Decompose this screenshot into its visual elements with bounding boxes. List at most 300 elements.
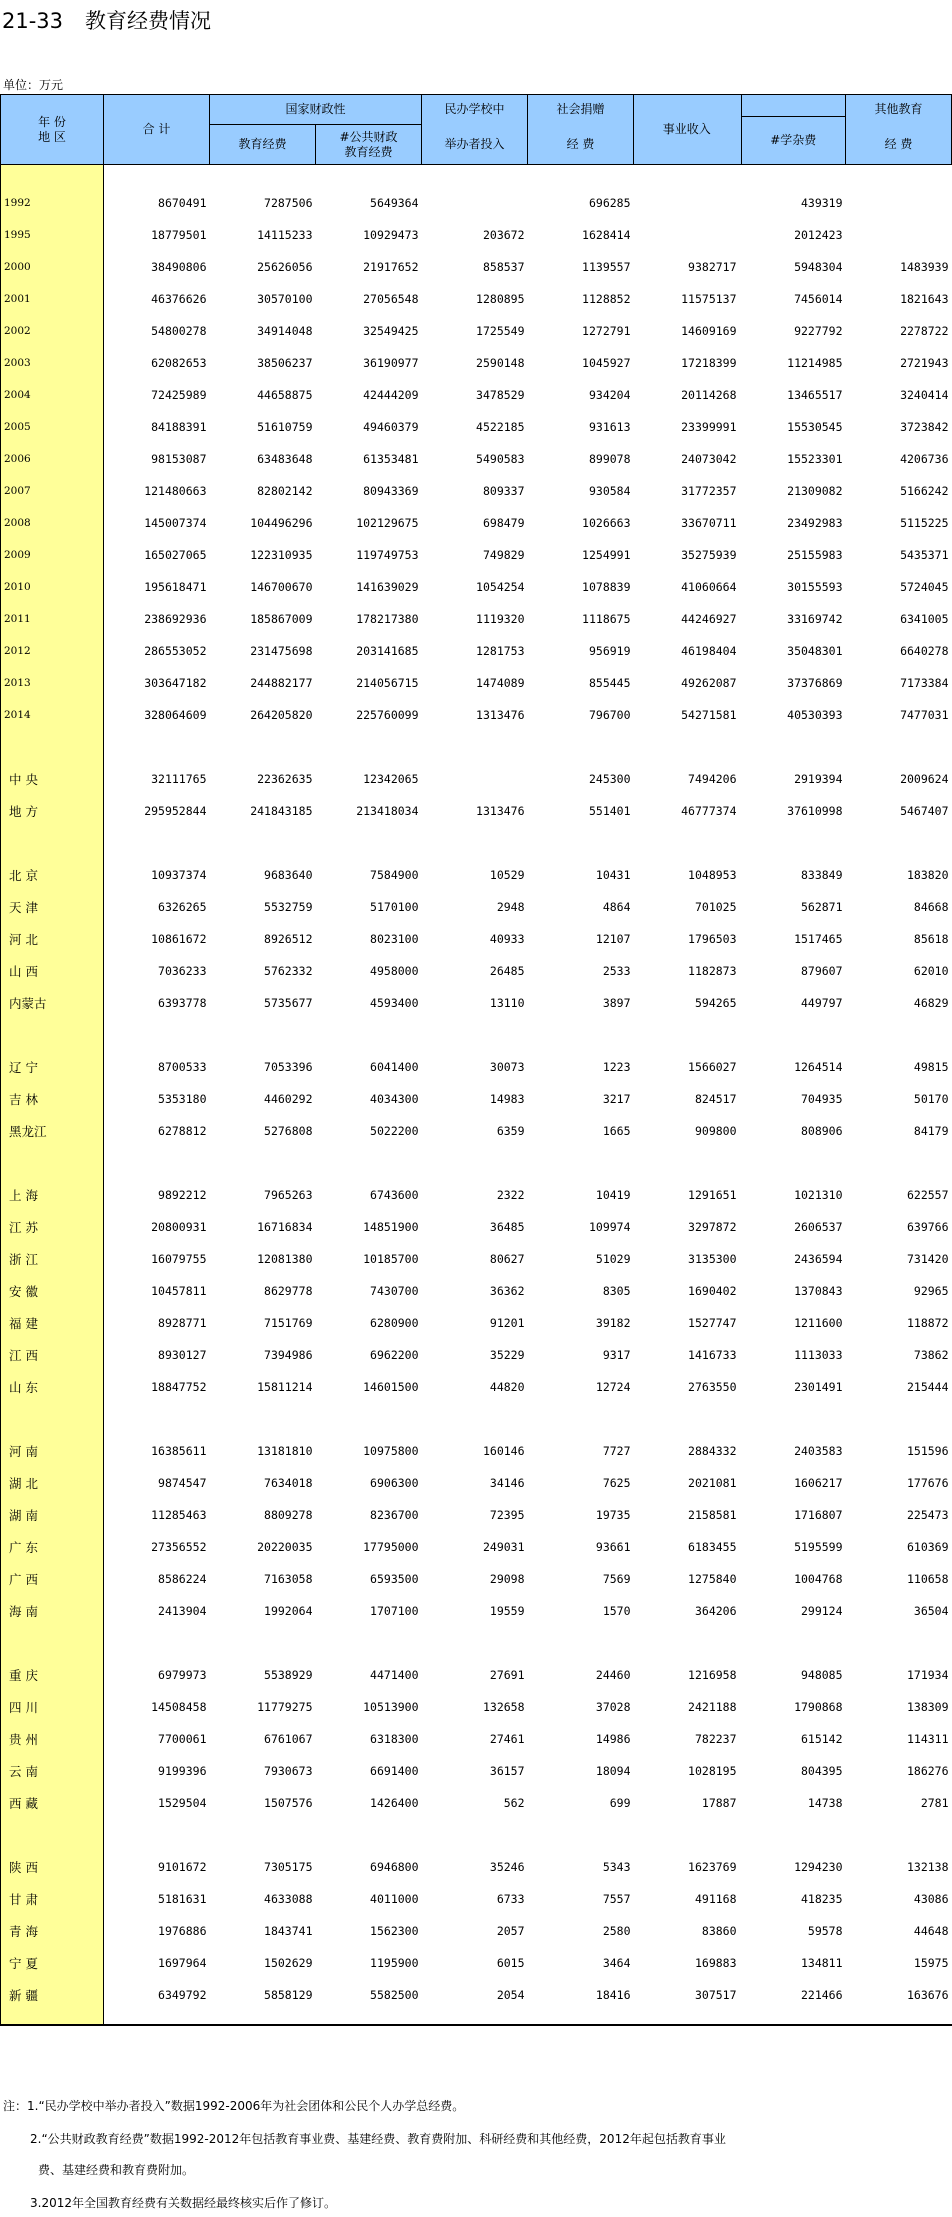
cell-private-invest: 36485 [489,1219,525,1234]
row-label: 2006 [1,443,104,475]
cell-private-invest: 27461 [489,1731,525,1746]
cell-donation: 4864 [602,899,631,914]
cell-gov-edu: 38506237 [257,355,313,370]
cell-public-edu: 49460379 [363,419,419,434]
cell-total: 16385611 [151,1443,207,1458]
cell-gov-edu: 14115233 [257,227,313,242]
cell-tuition: 7456014 [794,291,843,306]
cell-private-invest: 10529 [489,867,525,882]
cell-other: 2009624 [900,771,949,786]
row-label: 2009 [1,539,104,571]
page-title [2,5,211,35]
cell-tuition: 449797 [800,995,843,1010]
row-label: 地 方 [1,795,104,827]
cell-career: 1275840 [688,1571,737,1586]
row-label: 浙 江 [1,1243,104,1275]
cell-gov-edu: 1502629 [264,1955,313,1970]
cell-tuition: 21309082 [787,483,843,498]
cell-total: 5353180 [158,1091,207,1106]
cell-tuition: 1370843 [794,1283,843,1298]
cell-total: 121480663 [144,483,207,498]
cell-public-edu: 21917652 [363,259,419,274]
row-label: 山 东 [1,1371,104,1403]
cell-private-invest: 132658 [482,1699,525,1714]
cell-other: 177676 [906,1475,949,1490]
cell-gov-edu: 5735677 [264,995,313,1010]
cell-total: 10937374 [151,867,207,882]
cell-other: 5115225 [900,515,949,530]
cell-tuition: 13465517 [787,387,843,402]
cell-gov-edu: 6761067 [264,1731,313,1746]
cell-total: 8670491 [158,195,207,210]
cell-total: 9892212 [158,1187,207,1202]
cell-tuition: 1606217 [794,1475,843,1490]
cell-gov-edu: 4460292 [264,1091,313,1106]
cell-tuition: 704935 [800,1091,843,1106]
cell-career [634,187,740,219]
cell-gov-edu: 7163058 [264,1571,313,1586]
cell-tuition: 15523301 [787,451,843,466]
cell-total: 18847752 [151,1379,207,1394]
cell-other: 36504 [913,1603,949,1618]
cell-public-edu: 203141685 [356,643,419,658]
cell-career: 1028195 [688,1763,737,1778]
row-label: 河 南 [1,1435,104,1467]
cell-gov-edu: 12081380 [257,1251,313,1266]
cell-total: 1697964 [158,1955,207,1970]
row-label: 宁 夏 [1,1947,104,1979]
row-label: 2012 [1,635,104,667]
table-row [1,1659,952,1691]
table-row [1,795,952,827]
row-label: 山 西 [1,955,104,987]
cell-other: 118872 [906,1315,949,1330]
cell-tuition: 804395 [800,1763,843,1778]
cell-donation: 931613 [588,419,631,434]
cell-other: 6341005 [900,611,949,626]
note-3: 3.2012年全国教育经费有关数据经最终核实后作了修订。 [30,2196,336,2210]
cell-other: 49815 [913,1059,949,1074]
cell-donation: 1118675 [582,611,631,626]
cell-donation: 19735 [595,1507,631,1522]
cell-tuition: 1004768 [794,1571,843,1586]
cell-other: 84668 [913,899,949,914]
cell-public-edu: 102129675 [356,515,419,530]
cell-public-edu: 10975800 [363,1443,419,1458]
cell-donation: 696285 [588,195,631,210]
row-label: 黑龙江 [1,1115,104,1147]
cell-other: 110658 [906,1571,949,1586]
cell-donation: 796700 [588,707,631,722]
cell-private-invest: 2322 [496,1187,525,1202]
cell-tuition: 808906 [800,1123,843,1138]
cell-private-invest: 26485 [489,963,525,978]
spacer-row [1,165,952,187]
cell-public-edu: 213418034 [356,803,419,818]
cell-public-edu: 4958000 [370,963,419,978]
cell-total: 10861672 [151,931,207,946]
label-cell-blank [1,1403,104,1435]
row-label: 吉 林 [1,1083,104,1115]
cell-public-edu: 12342065 [363,771,419,786]
cell-private-invest: 6359 [496,1123,525,1138]
unit-label: 单位：万元 [3,78,64,92]
row-label: 天 津 [1,891,104,923]
table-row [1,475,952,507]
cell-career: 31772357 [681,483,737,498]
cell-public-edu: 1707100 [370,1603,419,1618]
cell-public-edu: 42444209 [363,387,419,402]
row-label: 2007 [1,475,104,507]
cell-career: 307517 [694,1987,737,2002]
cell-career: 701025 [694,899,737,914]
cell-other: 132138 [906,1859,949,1874]
cell-career: 2158581 [688,1507,737,1522]
cell-private-invest: 6015 [496,1955,525,1970]
cell-public-edu: 178217380 [356,611,419,626]
cell-private-invest: 1119320 [476,611,525,626]
cell-tuition: 1113033 [794,1347,843,1362]
header-region [1,95,104,165]
cell-tuition: 37610998 [787,803,843,818]
table-title: 教育经费情况 [85,9,212,33]
cell-total: 145007374 [144,515,207,530]
cell-gov-edu: 30570100 [257,291,313,306]
cell-career [634,219,740,251]
cell-public-edu: 6743600 [370,1187,419,1202]
cell-gov-edu: 5762332 [264,963,313,978]
cell-donation: 93661 [595,1539,631,1554]
cell-public-edu: 6906300 [370,1475,419,1490]
cell-tuition: 1790868 [794,1699,843,1714]
table-row [1,1691,952,1723]
cell-tuition: 37376869 [787,675,843,690]
cell-gov-edu: 9683640 [264,867,313,882]
cell-total: 14508458 [151,1699,207,1714]
cell-other: 138309 [906,1699,949,1714]
cell-donation: 7625 [602,1475,631,1490]
cell-donation: 12724 [595,1379,631,1394]
row-label: 2010 [1,571,104,603]
table-row [1,955,952,987]
cell-public-edu: 7430700 [370,1283,419,1298]
cell-career: 1527747 [688,1315,737,1330]
cell-gov-edu: 146700670 [250,579,313,594]
cell-gov-edu: 8629778 [264,1283,313,1298]
cell-donation: 8305 [602,1283,631,1298]
cell-career: 364206 [694,1603,737,1618]
cell-total: 38490806 [151,259,207,274]
cell-total: 8930127 [158,1347,207,1362]
row-label: 上 海 [1,1179,104,1211]
table-row [1,1467,952,1499]
cell-public-edu: 14851900 [363,1219,419,1234]
cell-other: 43086 [913,1891,949,1906]
cell-gov-edu: 13181810 [257,1443,313,1458]
header-other: 经 费 [846,125,952,165]
cell-total: 9874547 [158,1475,207,1490]
cell-other: 84179 [913,1123,949,1138]
row-label: 安 徽 [1,1275,104,1307]
cell-private-invest: 2057 [496,1923,525,1938]
cell-tuition: 833849 [800,867,843,882]
cell-other: 639766 [906,1219,949,1234]
cell-private-invest: 35246 [489,1859,525,1874]
cell-other: 622557 [906,1187,949,1202]
cell-gov-edu: 63483648 [257,451,313,466]
header-private-group: 民办学校中 [422,95,528,125]
table-row [1,443,952,475]
cell-tuition: 1294230 [794,1859,843,1874]
table-row [1,539,952,571]
cell-gov-edu: 7965263 [264,1187,313,1202]
cell-donation: 1026663 [582,515,631,530]
cell-other: 92965 [913,1283,949,1298]
cell-career: 35275939 [681,547,737,562]
cell-private-invest: 1281753 [476,643,525,658]
cell-tuition: 59578 [807,1923,843,1938]
cell-donation: 14986 [595,1731,631,1746]
cell-donation: 3897 [602,995,631,1010]
cell-total: 1976886 [158,1923,207,1938]
cell-donation: 1254991 [582,547,631,562]
table-row [1,507,952,539]
cell-tuition: 1716807 [794,1507,843,1522]
table-row [1,251,952,283]
cell-public-edu: 4034300 [370,1091,419,1106]
cell-other: 7477031 [900,707,949,722]
row-label: 福 建 [1,1307,104,1339]
cell-total: 18779501 [151,227,207,242]
cell-gov-edu: 5538929 [264,1667,313,1682]
cell-career: 54271581 [681,707,737,722]
cell-total: 6349792 [158,1987,207,2002]
row-label: 江 西 [1,1339,104,1371]
spacer-row [1,1819,952,1851]
cell-private-invest: 29098 [489,1571,525,1586]
cell-career: 1796503 [688,931,737,946]
cell-other: 3723842 [900,419,949,434]
header-region-area: 地 区 [38,129,66,144]
cell-career: 49262087 [681,675,737,690]
cell-public-edu: 141639029 [356,579,419,594]
cell-tuition: 879607 [800,963,843,978]
cell-donation: 18094 [595,1763,631,1778]
cell-tuition: 299124 [800,1603,843,1618]
cell-total: 2413904 [158,1603,207,1618]
cell-career: 17887 [701,1795,737,1810]
cell-private-invest: 858537 [482,259,525,274]
spacer-row [1,827,952,859]
cell-gov-edu: 7305175 [264,1859,313,1874]
cell-public-edu: 7584900 [370,867,419,882]
cell-tuition: 11214985 [787,355,843,370]
cell-private-invest: 698479 [482,515,525,530]
label-cell-blank [1,1819,104,1851]
cell-career: 909800 [694,1123,737,1138]
cell-public-edu: 6962200 [370,1347,419,1362]
cell-donation: 2580 [602,1923,631,1938]
cell-gov-edu: 5858129 [264,1987,313,2002]
table-row [1,1115,952,1147]
cell-public-edu: 8236700 [370,1507,419,1522]
row-label: 2000 [1,251,104,283]
table-row [1,1435,952,1467]
cell-other: 7173384 [900,675,949,690]
cell-other: 6640278 [900,643,949,658]
cell-private-invest: 1313476 [476,803,525,818]
cell-private-invest: 40933 [489,931,525,946]
table-row [1,219,952,251]
table-row [1,923,952,955]
cell-tuition: 615142 [800,1731,843,1746]
cell-gov-edu: 231475698 [250,643,313,658]
cell-tuition: 5948304 [794,259,843,274]
cell-donation: 7557 [602,1891,631,1906]
table-row [1,1883,952,1915]
cell-other: 183820 [906,867,949,882]
cell-donation: 930584 [588,483,631,498]
row-label: 1992 [1,187,104,219]
cell-gov-edu: 5532759 [264,899,313,914]
cell-total: 10457811 [151,1283,207,1298]
cell-gov-edu: 8926512 [264,931,313,946]
cell-private-invest: 1474089 [476,675,525,690]
row-label: 2013 [1,667,104,699]
cell-gov-edu: 1992064 [264,1603,313,1618]
table-row [1,347,952,379]
cell-total: 27356552 [151,1539,207,1554]
spacer-row [1,1147,952,1179]
cell-private-invest: 27691 [489,1667,525,1682]
cell-private-invest [422,763,528,795]
cell-gov-edu: 241843185 [250,803,313,818]
table-row [1,1531,952,1563]
cell-public-edu: 6691400 [370,1763,419,1778]
cell-career: 824517 [694,1091,737,1106]
cell-gov-edu: 244882177 [250,675,313,690]
row-label: 青 海 [1,1915,104,1947]
cell-career: 3297872 [688,1219,737,1234]
cell-tuition: 40530393 [787,707,843,722]
cell-other [846,187,952,219]
cell-other: 50170 [913,1091,949,1106]
cell-donation: 3217 [602,1091,631,1106]
cell-tuition: 2403583 [794,1443,843,1458]
table-row [1,411,952,443]
cell-private-invest: 30073 [489,1059,525,1074]
cell-donation: 899078 [588,451,631,466]
table-row [1,1307,952,1339]
cell-gov-edu: 104496296 [250,515,313,530]
cell-total: 72425989 [151,387,207,402]
table-row [1,1179,952,1211]
cell-career: 46777374 [681,803,737,818]
cell-gov-edu: 51610759 [257,419,313,434]
label-cell-blank [1,2011,104,2025]
cell-gov-edu: 7394986 [264,1347,313,1362]
cell-public-edu: 17795000 [363,1539,419,1554]
row-label: 江 苏 [1,1211,104,1243]
table-row [1,763,952,795]
table-row [1,1371,952,1403]
table-row [1,667,952,699]
cell-private-invest: 19559 [489,1603,525,1618]
cell-gov-edu: 7053396 [264,1059,313,1074]
cell-gov-edu: 8809278 [264,1507,313,1522]
cell-public-edu: 5170100 [370,899,419,914]
cell-career: 2021081 [688,1475,737,1490]
cell-donation: 10431 [595,867,631,882]
table-row [1,1595,952,1627]
cell-career: 14609169 [681,323,737,338]
cell-donation: 1223 [602,1059,631,1074]
cell-donation: 37028 [595,1699,631,1714]
header-region-year: 年 份 [38,114,66,129]
cell-total: 8700533 [158,1059,207,1074]
row-label: 2011 [1,603,104,635]
table-body [1,165,952,2025]
cell-public-edu: 119749753 [356,547,419,562]
cell-other: 731420 [906,1251,949,1266]
cell-public-edu: 5582500 [370,1987,419,2002]
row-label: 新 疆 [1,1979,104,2011]
table-number: 21-33 [2,9,64,33]
table-row [1,603,952,635]
cell-private-invest: 160146 [482,1443,525,1458]
cell-tuition: 30155593 [787,579,843,594]
row-label: 中 央 [1,763,104,795]
row-label: 贵 州 [1,1723,104,1755]
row-label: 四 川 [1,1691,104,1723]
header-career-blank [741,95,846,117]
cell-donation: 5343 [602,1859,631,1874]
header-gov-group: 国家财政性 [210,95,422,125]
cell-gov-edu: 7634018 [264,1475,313,1490]
cell-total: 6393778 [158,995,207,1010]
cell-gov-edu: 44658875 [257,387,313,402]
cell-private-invest [422,187,528,219]
note-2: 2.“公共财政教育经费”数据1992-2012年包括教育事业费、基建经费、教育费附加、科研经费和其他经费，2012年起包括教育事业 [30,2132,726,2146]
cell-total: 7700061 [158,1731,207,1746]
cell-career: 11575137 [681,291,737,306]
cell-other: 225473 [906,1507,949,1522]
cell-other: 215444 [906,1379,949,1394]
cell-career: 782237 [694,1731,737,1746]
cell-other: 2721943 [900,355,949,370]
table-row [1,187,952,219]
cell-tuition: 134811 [800,1955,843,1970]
row-label: 广 东 [1,1531,104,1563]
cell-other: 1821643 [900,291,949,306]
cell-career: 1623769 [688,1859,737,1874]
row-label: 1995 [1,219,104,251]
cell-total: 54800278 [151,323,207,338]
cell-tuition: 35048301 [787,643,843,658]
cell-career: 2884332 [688,1443,737,1458]
cell-public-edu: 214056715 [356,675,419,690]
row-label: 重 庆 [1,1659,104,1691]
cell-donation: 855445 [588,675,631,690]
cell-tuition: 948085 [800,1667,843,1682]
cell-public-edu: 4593400 [370,995,419,1010]
cell-total: 195618471 [144,579,207,594]
cell-career: 20114268 [681,387,737,402]
cell-gov-edu: 22362635 [257,771,313,786]
cell-career: 33670711 [681,515,737,530]
cell-gov-edu: 82802142 [257,483,313,498]
cell-private-invest: 1313476 [476,707,525,722]
